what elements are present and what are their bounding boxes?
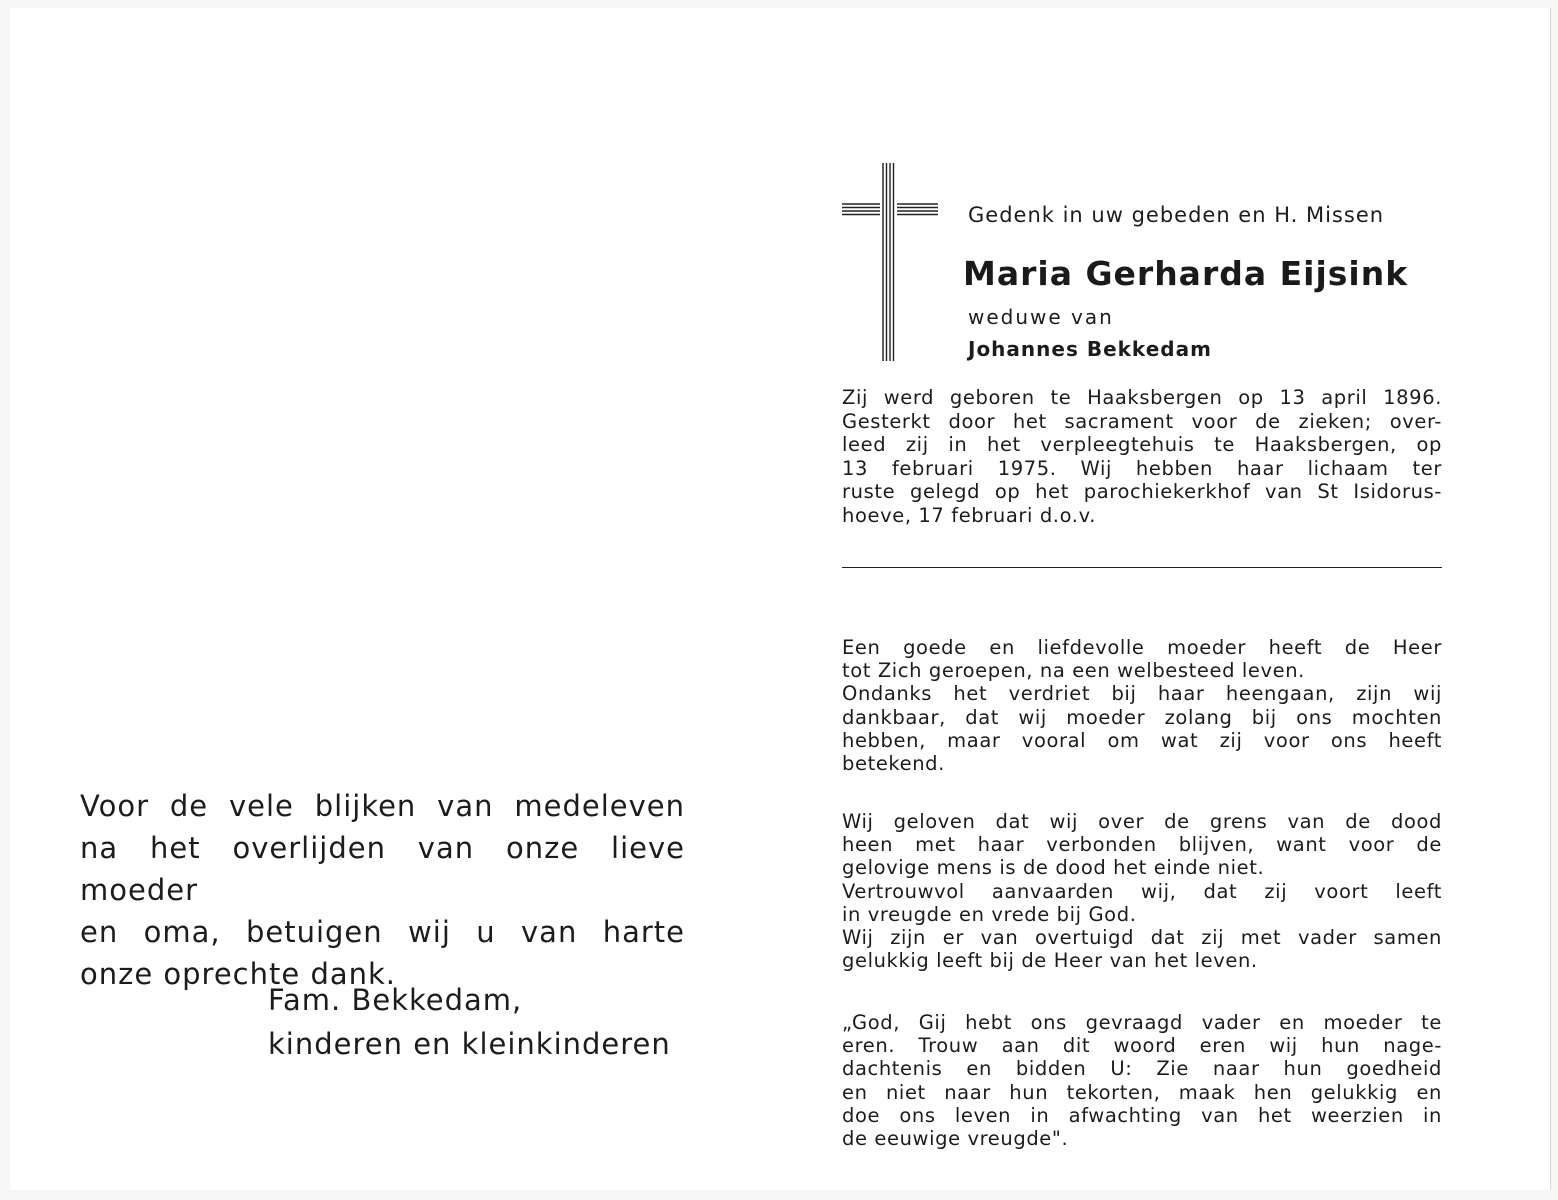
paragraph-line: hebben, maar vooral om wat zij voor ons heeft	[842, 728, 1442, 752]
cross-icon	[842, 163, 938, 361]
paragraph-line: Wij geloven dat wij over de grens van de dood	[842, 810, 1442, 833]
thanks-message	[80, 785, 685, 995]
husband-name: Johannes Bekkedam	[968, 337, 1212, 361]
widow-label: weduwe van	[968, 305, 1114, 329]
bio-line: leed zij in het verpleegtehuis te Haaksbergen, op	[842, 433, 1442, 456]
deceased-name: Maria Gerharda Eijsink	[963, 254, 1409, 293]
bio-line: 13 februari 1975. Wij hebben haar lichaam ter	[842, 456, 1442, 480]
paragraph-line: Een goede en liefdevolle moeder heeft de Heer	[842, 636, 1442, 659]
bio-line: ruste gelegd op het parochiekerkhof van St Isidorus-	[842, 480, 1442, 503]
paragraph-line: en niet naar hun tekorten, maak hen gelukkig en	[842, 1080, 1442, 1104]
thanks-line: en oma, betuigen wij u van harte	[80, 915, 685, 949]
paragraph-3-prayer	[842, 1011, 1442, 1150]
paragraph-line: dankbaar, dat wij moeder zolang bij ons mochten	[842, 705, 1442, 729]
thanks-line: onze oprechte dank.	[80, 957, 397, 991]
paragraph-line: betekend.	[842, 752, 945, 776]
biography	[842, 386, 1442, 527]
paragraph-line: doe ons leven in afwachting van het weerzien in	[842, 1103, 1442, 1127]
paragraph-2	[842, 810, 1442, 972]
thanks-line: Voor de vele blijken van medeleven	[80, 789, 685, 823]
signature	[268, 978, 708, 1066]
paragraph-line: gelukkig leeft bij de Heer van het leven.	[842, 949, 1258, 973]
divider-line	[842, 567, 1442, 568]
signature-line: Fam. Bekkedam,	[268, 983, 523, 1017]
paragraph-line: eren. Trouw aan dit woord eren wij hun nage-	[842, 1034, 1442, 1058]
paragraph-line: Wij zijn er van overtuigd dat zij met vader samen	[842, 926, 1442, 950]
paragraph-line: dachtenis en bidden U: Zie naar hun goedheid	[842, 1057, 1442, 1081]
bio-line: Zij werd geboren te Haaksbergen op 13 april 1896.	[842, 386, 1442, 409]
paragraph-line: gelovige mens is de dood het einde niet.	[842, 856, 1265, 880]
paragraph-line: Ondanks het verdriet bij haar heengaan, zijn wij	[842, 682, 1442, 706]
paragraph-line: tot Zich geroepen, na een welbesteed leven.	[842, 659, 1305, 683]
memorial-header: Gedenk in uw gebeden en H. Missen	[968, 203, 1385, 227]
signature-line: kinderen en kleinkinderen	[268, 1027, 671, 1061]
bio-line: Gesterkt door het sacrament voor de zieken; over-	[842, 409, 1442, 433]
bio-line: hoeve, 17 februari d.o.v.	[842, 503, 1097, 527]
paragraph-line: „God, Gij hebt ons gevraagd vader en moeder te	[842, 1011, 1442, 1034]
thanks-line: na het overlijden van onze lieve moeder	[80, 831, 685, 907]
paragraph-line: Vertrouwvol aanvaarden wij, dat zij voort leeft	[842, 879, 1442, 903]
paragraph-line: heen met haar verbonden blijven, want voor de	[842, 833, 1442, 857]
paragraph-line: in vreugde en vrede bij God.	[842, 902, 1137, 926]
paragraph-line: de eeuwige vreugde".	[842, 1127, 1069, 1151]
paragraph-1	[842, 636, 1442, 775]
